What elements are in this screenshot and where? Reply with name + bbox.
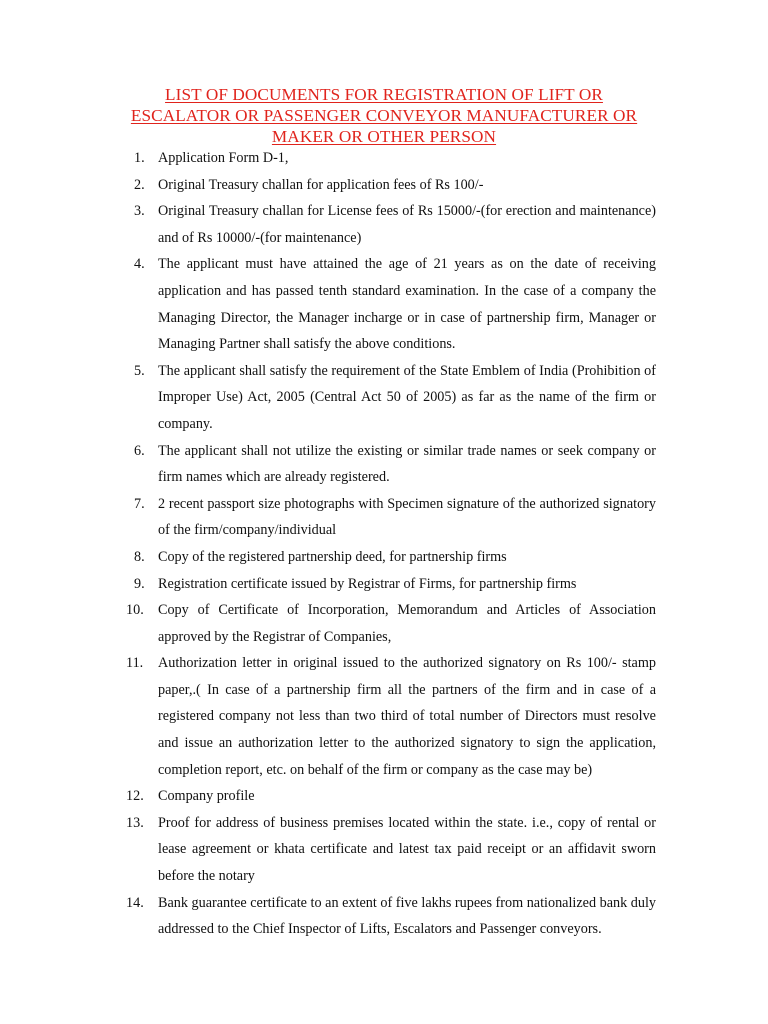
- list-item-text: Copy of the registered partnership deed, for partnership firms: [158, 548, 507, 565]
- list-item-number: 7.: [134, 495, 145, 512]
- list-item-number: 9.: [134, 575, 145, 592]
- list-item-number: 8.: [134, 548, 145, 565]
- list-item-number: 3.: [134, 203, 145, 220]
- list-item: [0, 172, 656, 199]
- list-item-number: 5.: [134, 362, 145, 379]
- document-title-line-1: LIST OF DOCUMENTS FOR REGISTRATION OF LIFT OR: [165, 85, 603, 104]
- list-item-text: 2 recent passport size photographs with Specimen signature of the authorized signatory of the firm/company/individual: [158, 495, 656, 539]
- document-title: [120, 84, 648, 147]
- list-item-text: Authorization letter in original issued to the authorized signatory on Rs 100/- stamp paper,.( In case of a partnership firm all the partners of the firm and in case of a registered company not less than two third of total number of Directors must resolve and issue an authorization letter to the authorized signatory to sign the application, completion report, etc. on behalf of the firm or company as the case may be): [158, 655, 656, 778]
- list-item-number: 10.: [126, 602, 144, 619]
- document-title-line-3: MAKER OR OTHER PERSON: [271, 127, 497, 146]
- list-item-text: Copy of Certificate of Incorporation, Memorandum and Articles of Association approved by the Registrar of Companies,: [158, 602, 656, 645]
- list-item: [0, 810, 656, 890]
- list-item: [0, 571, 656, 598]
- list-item: [0, 597, 656, 650]
- list-item: [0, 145, 656, 172]
- list-item-text: Application Form D-1,: [158, 150, 289, 166]
- list-item: [0, 783, 656, 810]
- list-item-number: 13.: [126, 814, 144, 831]
- list-item-text: Company profile: [158, 788, 255, 805]
- list-item: [0, 251, 656, 357]
- list-item: [0, 544, 656, 571]
- list-item-text: Registration certificate issued by Registrar of Firms, for partnership firms: [158, 575, 577, 592]
- list-item-text: Bank guarantee certificate to an extent of five lakhs rupees from nationalized bank duly addressed to the Chief Inspector of Lifts, Escalators and Passenger conveyors.: [158, 894, 656, 938]
- list-item-number: 4.: [134, 256, 145, 273]
- list-item-text: The applicant shall satisfy the requirement of the State Emblem of India (Prohibition of Improper Use) Act, 2005 (Central Act 50 of 2005) as far as the name of the firm or company.: [158, 362, 656, 432]
- list-item-number: 14.: [126, 894, 144, 911]
- list-item: [0, 358, 656, 438]
- list-item-number: 11.: [126, 655, 144, 672]
- list-item-text: Proof for address of business premises located within the state. i.e., copy of rental or lease agreement or khata certificate and latest tax paid receipt or an affidavit sworn before the notary: [158, 814, 656, 885]
- list-item-text: Original Treasury challan for application fees of Rs 100/-: [158, 176, 484, 193]
- list-item-text: The applicant shall not utilize the existing or similar trade names or seek company or firm names which are already registered.: [158, 442, 656, 486]
- list-item-text: Original Treasury challan for License fees of Rs 15000/-(for erection and maintenance) and of Rs 10000/-(for maintenance): [158, 203, 656, 246]
- list-item: [0, 198, 656, 251]
- list-item: [0, 650, 656, 783]
- document-title-line-2: ESCALATOR OR PASSENGER CONVEYOR MANUFACTURER OR: [130, 106, 638, 125]
- list-item: [0, 491, 656, 544]
- list-item-number: 1.: [134, 150, 145, 166]
- list-item-text: The applicant must have attained the age of 21 years as on the date of receiving application and has passed tenth standard examination. In the case of a company the Managing Director, the Manager incharge or in case of partnership firm, Manager or Managing Partner shall satisfy the above conditions.: [158, 256, 656, 353]
- documents-list: [0, 145, 768, 943]
- list-item-number: 12.: [126, 788, 144, 805]
- list-item: [0, 438, 656, 491]
- list-item-number: 6.: [134, 442, 145, 459]
- list-item: [0, 890, 656, 943]
- list-item-number: 2.: [134, 176, 145, 193]
